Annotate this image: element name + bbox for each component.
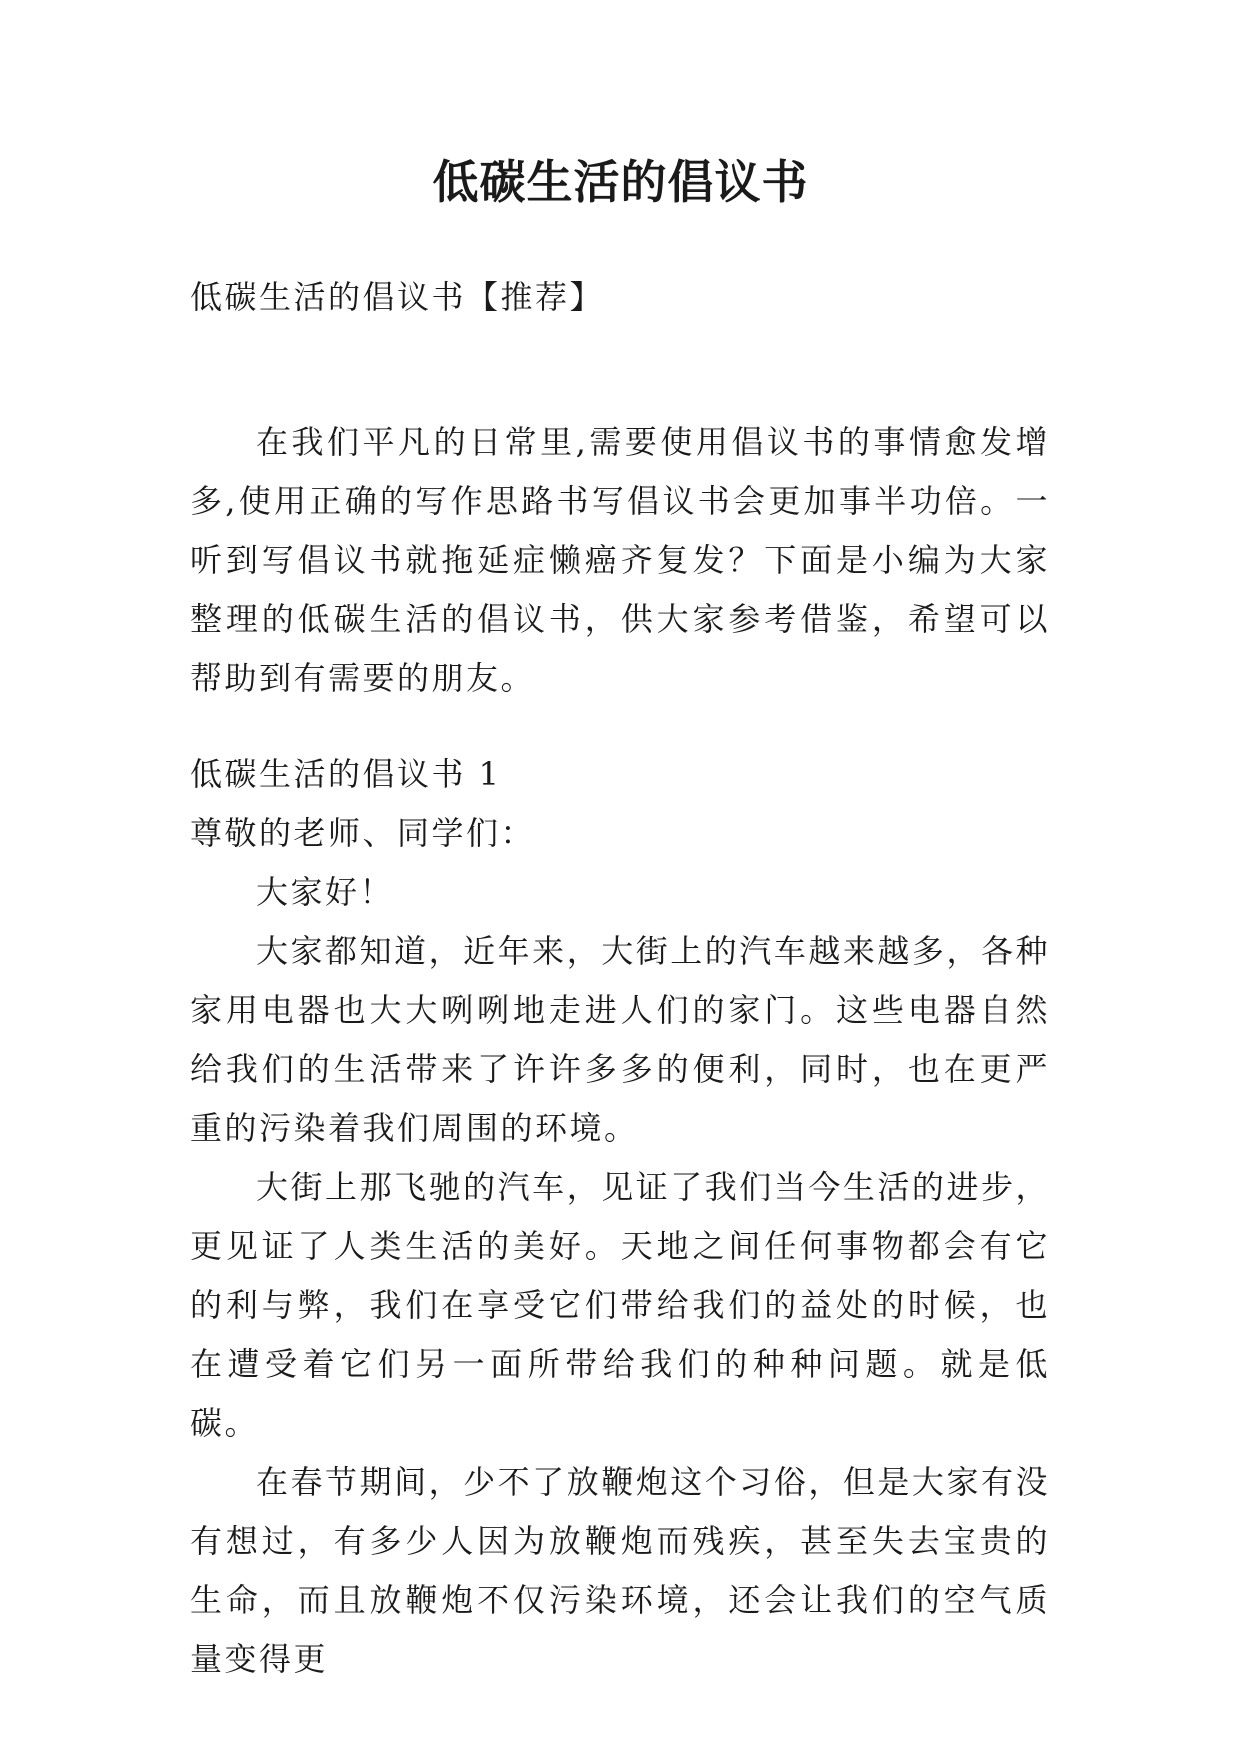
subtitle-block [190, 268, 1050, 327]
intro-paragraph: 在我们平凡的日常里,需要使用倡议书的事情愈发增多,使用正确的写作思路书写倡议书会更加事半功倍。一听到写倡议书就拖延症懒癌齐复发？下面是小编为大家整理的低碳生活的倡议书，供大家参考借鉴，希望可以帮助到有需要的朋友。 [190, 423, 1050, 697]
body-paragraph: 大家都知道，近年来，大街上的汽车越来越多，各种家用电器也大大咧咧地走进人们的家门。这些电器自然给我们的生活带来了许许多多的便利，同时，也在更严重的污染着我们周围的环境。 [190, 932, 1050, 1147]
salutation: 尊敬的老师、同学们： [190, 814, 536, 852]
document-subtitle: 低碳生活的倡议书【推荐】 [190, 278, 605, 316]
letter-block [190, 745, 1050, 1689]
document-title: 低碳生活的倡议书 [432, 155, 809, 209]
intro-block [190, 413, 1050, 708]
body-paragraph: 在春节期间，少不了放鞭炮这个习俗，但是大家有没有想过，有多少人因为放鞭炮而残疾，甚至失去宝贵的生命，而且放鞭炮不仅污染环境，还会让我们的空气质量变得更 [190, 1463, 1050, 1678]
section-heading: 低碳生活的倡议书 1 [190, 755, 502, 793]
body-paragraph: 大街上那飞驰的汽车，见证了我们当今生活的进步，更见证了人类生活的美好。天地之间任何事物都会有它的利与弊，我们在享受它们带给我们的益处的时候，也在遭受着它们另一面所带给我们的种种问题。就是低碳。 [190, 1168, 1050, 1442]
greeting: 大家好！ [256, 873, 395, 911]
